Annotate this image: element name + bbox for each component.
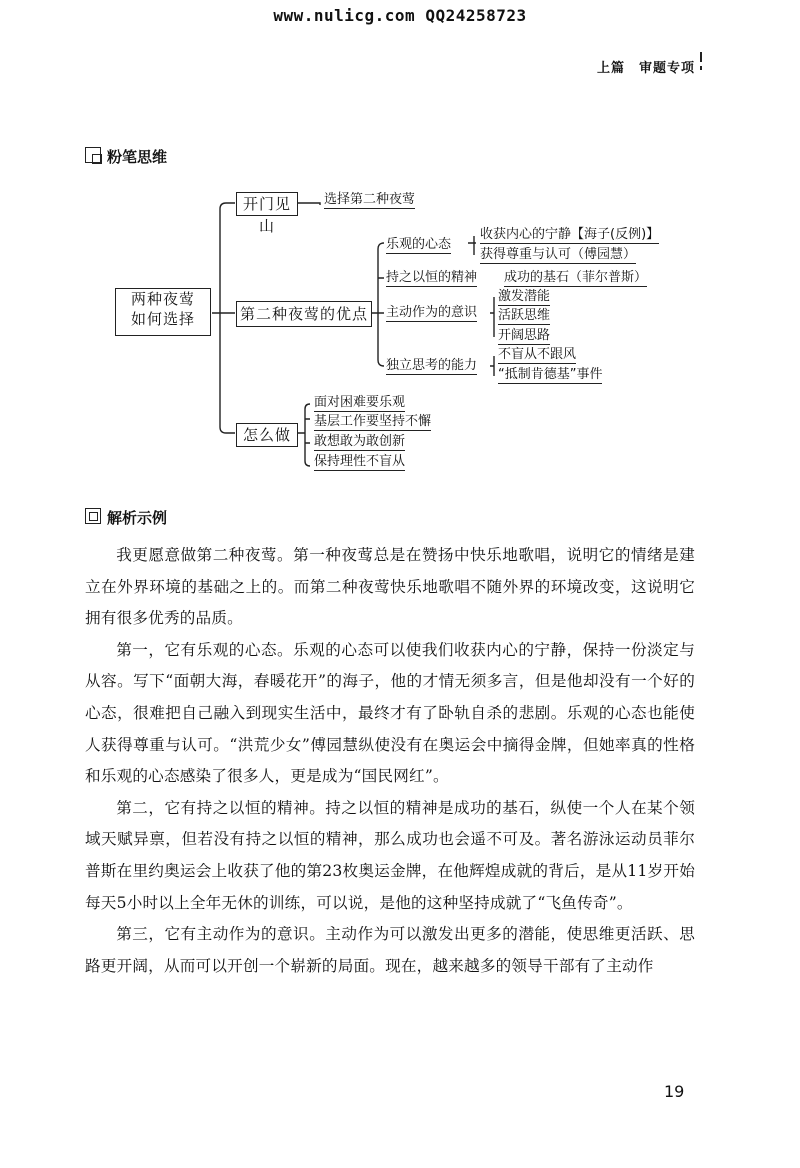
mindmap-leaf-innovate: 敢想敢为敢创新	[314, 430, 405, 451]
mindmap-branch-how: 怎么做	[236, 423, 298, 447]
mindmap-leaf-potential: 激发潜能	[498, 285, 550, 306]
mindmap-leaf-rational: 保持理性不盲从	[314, 450, 405, 471]
paragraph: 第二，它有持之以恒的精神。持之以恒的精神是成功的基石，纵使一个人在某个领域天赋异禀，但若没有持之以恒的精神，那么成功也会遥不可及。著名游泳运动员菲尔普斯在里约奥运会上收获了他的第23枚奥运金牌，在他辉煌成就的背后，是从11岁开始每天5小时以上全年无休的训练，可以说，是他的这种坚持成就了“飞鱼传奇”。	[85, 798, 695, 912]
mindmap-leaf-active-thinking: 活跃思维	[498, 304, 550, 325]
mindmap-leaf-kfc-event: “抵制肯德基”事件	[498, 363, 602, 384]
mindmap-branch-open: 开门见山	[236, 192, 298, 216]
mindmap-leaf-inner-peace: 收获内心的宁静【海子(反例)】	[480, 223, 659, 244]
header-rule-tick	[700, 66, 702, 70]
mindmap-leaf-open-mind: 开阔思路	[498, 324, 550, 345]
mindmap-item-optimism: 乐观的心态	[386, 233, 451, 254]
mindmap-leaf-choice: 选择第二种夜莺	[324, 188, 415, 209]
section-icon-inner	[92, 154, 102, 164]
mindmap-leaf-respect: 获得尊重与认可（傅园慧）	[480, 243, 636, 264]
mindmap-leaf-no-blind-follow: 不盲从不跟风	[498, 343, 576, 364]
essay-body	[85, 540, 695, 982]
running-header: 上篇 审题专项	[596, 61, 695, 76]
mindmap-root-line2: 如何选择	[130, 310, 195, 329]
section-title-analysis: 解析示例	[107, 509, 168, 527]
paragraph: 我更愿意做第二种夜莺。第一种夜莺总是在赞扬中快乐地歌唱，说明它的情绪是建立在外界环境的基础之上的。而第二种夜莺快乐地歌唱不随外界的环境改变，这说明它拥有很多优秀的品质。	[85, 546, 695, 628]
mindmap-item-perseverance: 持之以恒的精神	[386, 266, 477, 287]
paragraph: 第三，它有主动作为的意识。主动作为可以激发出更多的潜能，使思维更活跃、思路更开阔，从而可以开创一个崭新的局面。现在，越来越多的领导干部有了主动作	[85, 925, 695, 975]
mindmap-root	[115, 288, 211, 336]
header-rule	[700, 52, 702, 62]
mindmap-leaf-persist: 基层工作要坚持不懈	[314, 410, 431, 431]
mindmap-item-independence: 独立思考的能力	[386, 354, 477, 375]
section-title-thinking: 粉笔思维	[107, 148, 168, 166]
mindmap-leaf-cornerstone: 成功的基石（菲尔普斯）	[504, 266, 647, 287]
page-number: 19	[664, 1082, 685, 1101]
mindmap-root-line1: 两种夜莺	[130, 290, 195, 308]
section-icon-inner	[89, 512, 98, 521]
mindmap-item-initiative: 主动作为的意识	[386, 301, 477, 322]
paragraph: 第一，它有乐观的心态。乐观的心态可以使我们收获内心的宁静，保持一份淡定与从容。写下“面朝大海，春暖花开”的海子，他的才情无须多言，但是他却没有一个好的心态，很难把自己融入到现实生活中，最终才有了卧轨自杀的悲剧。乐观的心态也能使人获得尊重与认可。“洪荒少女”傅园慧纵使没有在奥运会中摘得金牌，但她率真的性格和乐观的心态感染了很多人，更是成为“国民网红”。	[85, 640, 695, 786]
mindmap-leaf-optimistic: 面对困难要乐观	[314, 391, 405, 412]
mindmap-branch-advantages: 第二种夜莺的优点	[236, 301, 372, 327]
site-watermark: www.nulicg.com QQ24258723	[273, 6, 527, 25]
